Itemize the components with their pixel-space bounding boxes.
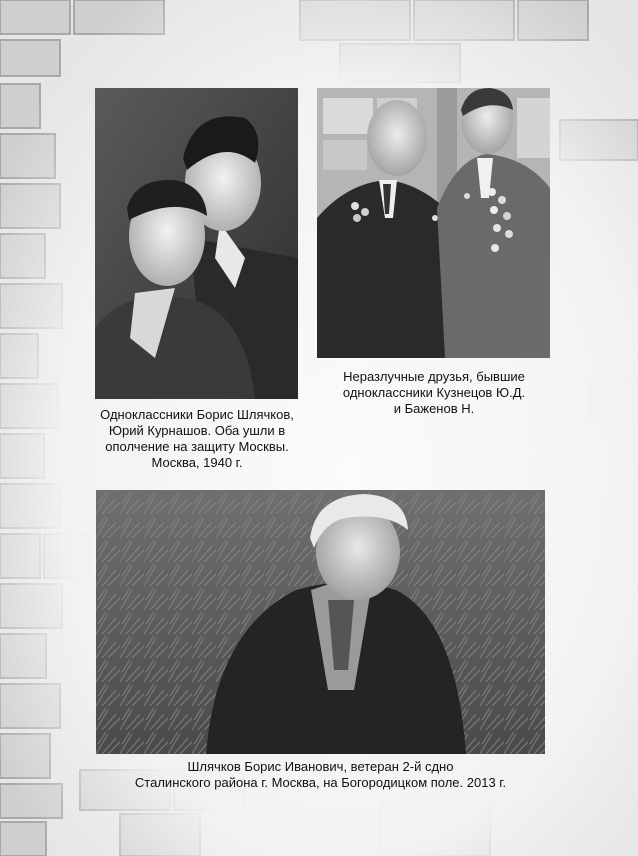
- caption-line: Сталинского района г. Москва, на Богородицком поле. 2013 г.: [134, 775, 507, 790]
- caption-line: одноклассники Кузнецов Ю.Д.: [342, 385, 526, 400]
- caption-line: Неразлучные друзья, бывшие: [343, 369, 525, 384]
- caption-line: Одноклассники Борис Шлячков,: [100, 407, 294, 422]
- caption-line: Москва, 1940 г.: [151, 455, 243, 470]
- caption-veteran: [96, 759, 545, 791]
- caption-line: Юрий Курнашов. Оба ушли в: [108, 423, 286, 438]
- caption-friends: [323, 369, 545, 417]
- photo-two-boys-icon: [95, 88, 298, 399]
- caption-line: и Баженов Н.: [393, 401, 475, 416]
- caption-line: ополчение на защиту Москвы.: [105, 439, 289, 454]
- photo-two-veterans-icon: [317, 88, 550, 358]
- caption-classmates: [90, 407, 304, 471]
- caption-line: Шлячков Борис Иванович, ветеран 2-й сдно: [187, 759, 454, 774]
- photo-old-man-field-icon: [96, 490, 545, 754]
- photo-veterans-friends: [317, 88, 550, 358]
- photo-classmates-1940: [95, 88, 298, 399]
- photo-veteran-field: [96, 490, 545, 754]
